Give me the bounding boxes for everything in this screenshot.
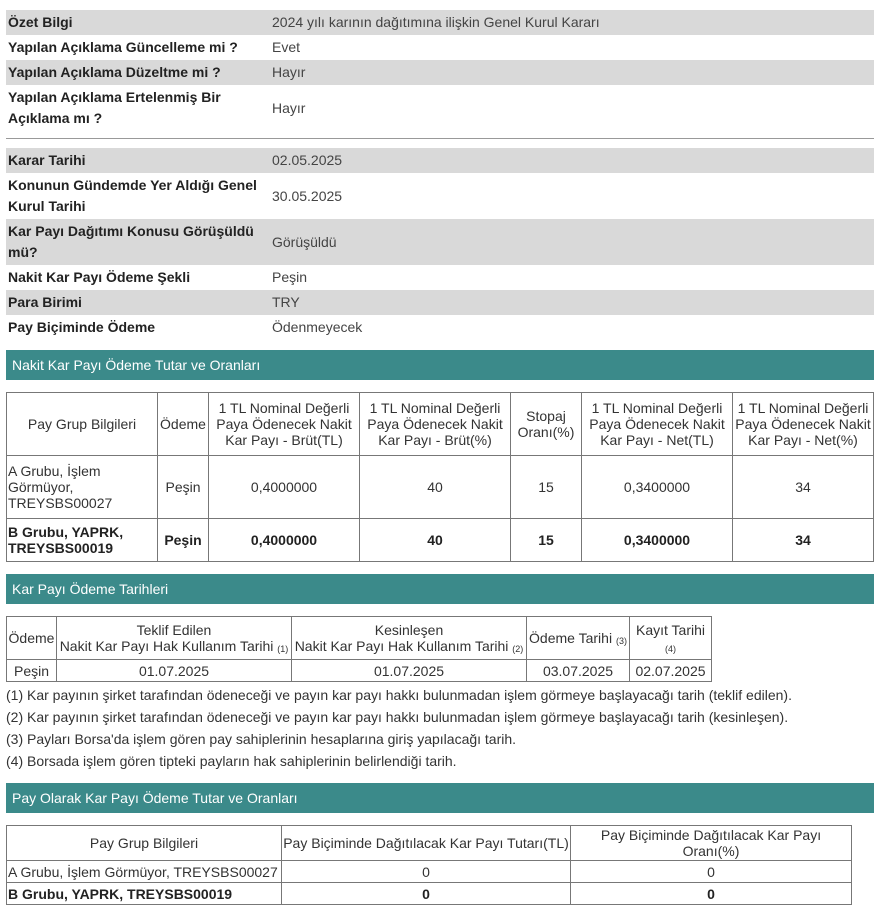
share-table bbox=[6, 825, 852, 905]
dates-header-kayit-tarihi-label: Kayıt Tarihi bbox=[636, 622, 705, 638]
footnote: (1) Kar payının şirket tarafından ödeneceği ve payın kar payı hakkı bulunmadan işlem görmeye başlayacağı tarih (teklif edilen). bbox=[6, 687, 792, 703]
share-header: Pay Biçiminde Dağıtılacak Kar Payı Oranı(%) bbox=[571, 826, 852, 861]
dates-cell: 02.07.2025 bbox=[630, 660, 712, 682]
details-value: Görüşüldü bbox=[270, 219, 874, 265]
summary-label: Özet Bilgi bbox=[6, 10, 270, 35]
details-table bbox=[6, 148, 874, 340]
cash-cell: 34 bbox=[733, 519, 874, 562]
details-row bbox=[6, 148, 874, 173]
summary-value: Evet bbox=[272, 39, 301, 55]
summary-row bbox=[6, 85, 874, 131]
dates-header-row bbox=[7, 617, 712, 660]
cash-cell: 15 bbox=[511, 456, 582, 519]
details-label: Nakit Kar Payı Ödeme Şekli bbox=[8, 269, 191, 285]
table-row bbox=[7, 861, 852, 883]
cash-cell: 0,4000000 bbox=[209, 456, 360, 519]
dates-table bbox=[6, 616, 712, 682]
cash-cell: 40 bbox=[360, 456, 511, 519]
details-value: Ödenmeyecek bbox=[272, 319, 363, 335]
details-label: Kar Payı Dağıtımı Konusu Görüşüldü mü? bbox=[6, 219, 270, 265]
details-label: Konunun Gündemde Yer Aldığı Genel Kurul Tarihi bbox=[8, 177, 257, 214]
details-value: TRY bbox=[270, 290, 874, 315]
details-label: Karar Tarihi bbox=[6, 148, 270, 173]
share-cell: 0 bbox=[571, 883, 852, 905]
cash-cell: 15 bbox=[511, 519, 582, 562]
share-header-row bbox=[7, 826, 852, 861]
dates-header-kesin-line1: Kesinleşen bbox=[374, 622, 444, 638]
summary-value: Hayır bbox=[270, 60, 874, 85]
cash-cell: Peşin bbox=[158, 519, 209, 562]
cash-cell: 0,3400000 bbox=[582, 519, 733, 562]
share-header: Pay Biçiminde Dağıtılacak Kar Payı Tutarı(TL) bbox=[282, 826, 571, 861]
dates-header-odeme-tarihi bbox=[527, 617, 630, 660]
dates-cell: 03.07.2025 bbox=[527, 660, 630, 682]
dates-header-teklif-line2: Nakit Kar Payı Hak Kullanım Tarihi bbox=[59, 638, 274, 654]
details-row bbox=[6, 173, 874, 219]
cash-cell: Peşin bbox=[158, 456, 209, 519]
cash-header: Pay Grup Bilgileri bbox=[7, 393, 158, 456]
details-row bbox=[6, 265, 874, 290]
divider bbox=[6, 138, 874, 139]
cash-header: Ödeme bbox=[158, 393, 209, 456]
dates-section-header: Kar Payı Ödeme Tarihleri bbox=[6, 574, 874, 604]
summary-value: Hayır bbox=[272, 99, 306, 116]
table-row bbox=[7, 883, 852, 905]
dates-header-odeme: Ödeme bbox=[7, 617, 57, 660]
share-cell: 0 bbox=[571, 861, 852, 883]
details-value: 02.05.2025 bbox=[270, 148, 874, 173]
cash-header: Stopaj Oranı(%) bbox=[511, 393, 582, 456]
cash-cell: 40 bbox=[360, 519, 511, 562]
summary-label: Yapılan Açıklama Düzeltme mi ? bbox=[6, 60, 270, 85]
cash-cell: B Grubu, YAPRK, TREYSBS00019 bbox=[7, 519, 158, 562]
details-label: Pay Biçiminde Ödeme bbox=[8, 319, 156, 335]
details-row bbox=[6, 290, 874, 315]
dates-header-odeme-tarihi-label: Ödeme Tarihi bbox=[529, 630, 613, 646]
dates-cell: 01.07.2025 bbox=[292, 660, 527, 682]
dates-header-kesin bbox=[292, 617, 527, 660]
footnotes bbox=[6, 684, 874, 772]
cash-table bbox=[6, 392, 874, 562]
summary-row bbox=[6, 60, 874, 85]
cash-cell: 0,4000000 bbox=[209, 519, 360, 562]
dates-header-teklif bbox=[57, 617, 292, 660]
table-row bbox=[7, 456, 874, 519]
cash-cell: A Grubu, İşlem Görmüyor, TREYSBS00027 bbox=[7, 456, 158, 519]
dates-cell: 01.07.2025 bbox=[57, 660, 292, 682]
share-cell: 0 bbox=[282, 883, 571, 905]
summary-label: Yapılan Açıklama Ertelenmiş Bir Açıklama mı ? bbox=[8, 89, 221, 126]
share-header: Pay Grup Bilgileri bbox=[7, 826, 282, 861]
details-label: Para Birimi bbox=[6, 290, 270, 315]
details-value: 30.05.2025 bbox=[272, 187, 343, 204]
summary-table bbox=[6, 10, 874, 131]
cash-header: 1 TL Nominal Değerli Paya Ödenecek Nakit Kar Payı - Brüt(%) bbox=[360, 393, 511, 456]
table-row bbox=[7, 519, 874, 562]
cash-header: 1 TL Nominal Değerli Paya Ödenecek Nakit Kar Payı - Net(%) bbox=[733, 393, 874, 456]
details-row bbox=[6, 315, 874, 340]
cash-section-header: Nakit Kar Payı Ödeme Tutar ve Oranları bbox=[6, 350, 874, 380]
details-row bbox=[6, 219, 874, 265]
footnote: (4) Borsada işlem gören tipteki payların hak sahiplerinin belirlendiği tarih. bbox=[6, 753, 457, 769]
share-section-header: Pay Olarak Kar Payı Ödeme Tutar ve Oranları bbox=[6, 783, 874, 813]
footnote: (3) Payları Borsa'da işlem gören pay sahiplerinin hesaplarına giriş yapılacağı tarih. bbox=[6, 731, 517, 747]
disclosure-page bbox=[6, 10, 874, 905]
cash-header: 1 TL Nominal Değerli Paya Ödenecek Nakit Kar Payı - Brüt(TL) bbox=[209, 393, 360, 456]
summary-row bbox=[6, 35, 874, 60]
summary-row bbox=[6, 10, 874, 35]
details-value: Peşin bbox=[272, 269, 308, 285]
summary-value: 2024 yılı karının dağıtımına ilişkin Genel Kurul Kararı bbox=[270, 10, 874, 35]
footnote-marker: (2) bbox=[512, 644, 524, 654]
dates-header-teklif-line1: Teklif Edilen bbox=[136, 622, 212, 638]
dates-header-kayit-tarihi bbox=[630, 617, 712, 660]
share-cell: 0 bbox=[282, 861, 571, 883]
footnote: (2) Kar payının şirket tarafından ödeneceği ve payın kar payı hakkı bulunmadan işlem görmeye başlayacağı tarih (kesinleşen). bbox=[6, 709, 789, 725]
dates-cell: Peşin bbox=[7, 660, 57, 682]
cash-header: 1 TL Nominal Değerli Paya Ödenecek Nakit Kar Payı - Net(TL) bbox=[582, 393, 733, 456]
cash-cell: 0,3400000 bbox=[582, 456, 733, 519]
summary-label: Yapılan Açıklama Güncelleme mi ? bbox=[8, 39, 238, 55]
cash-cell: 34 bbox=[733, 456, 874, 519]
share-cell: A Grubu, İşlem Görmüyor, TREYSBS00027 bbox=[7, 861, 282, 883]
footnote-marker: (1) bbox=[277, 644, 289, 654]
dates-header-kesin-line2: Nakit Kar Payı Hak Kullanım Tarihi bbox=[294, 638, 509, 654]
footnote-marker: (4) bbox=[665, 644, 676, 654]
footnote-marker: (3) bbox=[615, 636, 627, 646]
table-row bbox=[7, 660, 712, 682]
cash-header-row bbox=[7, 393, 874, 456]
share-cell: B Grubu, YAPRK, TREYSBS00019 bbox=[7, 883, 282, 905]
